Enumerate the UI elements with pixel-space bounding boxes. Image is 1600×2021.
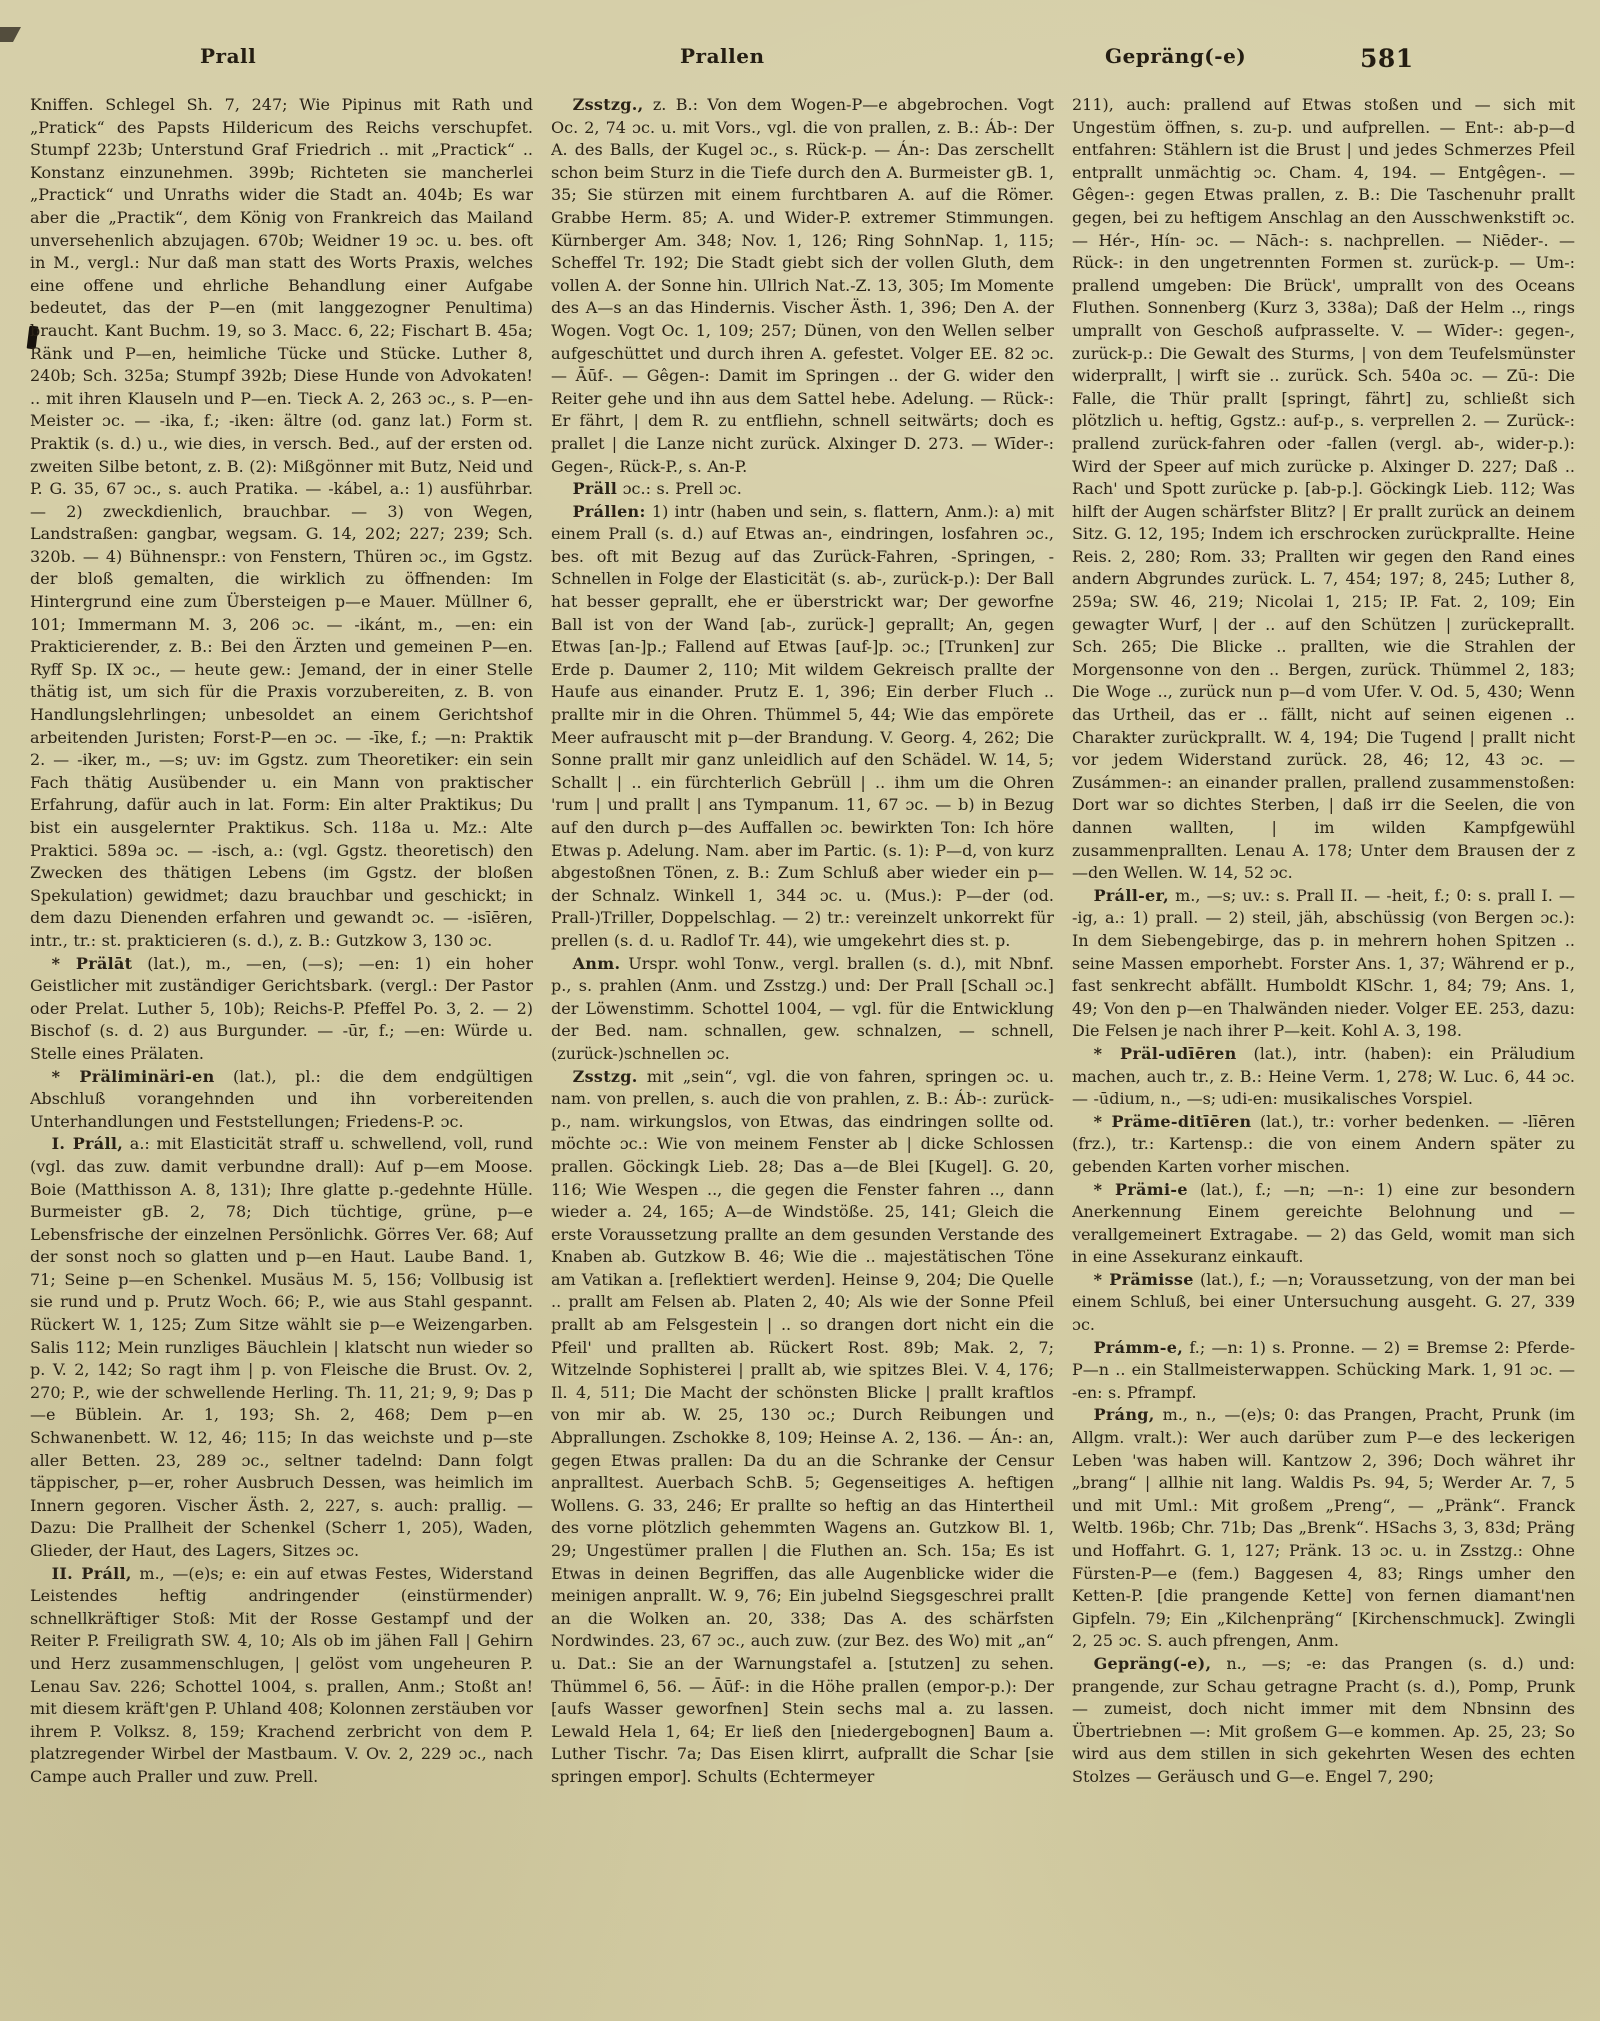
- entry-paragraph: Prámm-e, f.; —n: 1) s. Pronne. — 2) = Bremse 2: Pferde-P—n .. ein Stallmeisterwappen. Schücking Mark. 1, 91 ɔc. — -en: s. Pframpf.: [1072, 1337, 1575, 1402]
- entry-paragraph: II. Práll, m., —(e)s; e: ein auf etwas Festes, Widerstand Leistendes heftig andringender (einstürmender) schnellkräftiger Stoß: Mit der Rosse Gestampf und der Reiter P. Freiligrath SW. 4, 10; Als ob im jähen Fall | Gehirn und Herz zusammenschlugen, | gelöst vom ungeheuren P. Lenau Sav. 226; Schottel 1004, s. prallen, Anm.; Stoßt an! mit diesem kräft'gen P. Uhland 408; Kolonnen zerstäuben vor ihrem P. Volksz. 8, 159; Krachend zerbricht von dem P. platzregender Wirbel der Mastbaum. V. Ov. 2, 229 ɔc., nach Campe auch Praller und zuw. Prell.: [30, 1563, 533, 1786]
- entry-headword: Zsstzg.,: [572, 95, 644, 114]
- scan-edge-smudge: [0, 27, 21, 42]
- entry-headword: Zsstzg.: [572, 1066, 638, 1086]
- entry-headword: Anm.: [572, 953, 621, 973]
- entry-headword: Práll-er,: [1093, 885, 1169, 905]
- entry-paragraph: I. Práll, a.: mit Elasticität straff u. schwellend, voll, rund (vgl. das zuw. damit verbundne drall): Auf p—em Moose. Boie (Matthisson A. 8, 131); Ihre glatte p.-gedehnte Hülle. Burmeister gB. 2, 78; Dich tüchtige, grüne, p—e Lebensfrische der einzelnen Persönlichk. Görres Ver. 68; Auf der sonst noch so glatten und p—en Haut. Laube Band. 1, 71; Seine p—en Schenkel. Musäus M. 5, 156; Vollbusig ist sie rund und p. Prutz Woch. 66; P., wie aus Stahl gespannt. Rückert W. 1, 125; Zum Sitze wählt sie p—e Weizengarben. Salis 112; Mein runzliges Bäuchlein | klatscht nun wieder so p. V. 2, 142; So ragt ihm | p. von Fleische die Brust. Ov. 2, 270; P., wie der schwellende Herling. Th. 11, 21; 9, 9; Das p—e Büblein. Ar. 1, 193; Sh. 2, 468; Dem p—en Schwanenbett. W. 12, 46; 115; In das weichste und p—ste aller Betten. 23, 289 ɔc., seltner tadelnd: Dann folgt täppischer, p—er, roher Ausbruch Dessen, was heimlich im Innern gegoren. Vischer Ästh. 2, 227, s. auch: prallig. — Dazu: Die Prallheit der Schenkel (Scherr 1, 205), Waden, Glieder, der Haut, des Lagers, Sitzes ɔc.: [30, 1134, 533, 1560]
- entry-paragraph: Präll ɔc.: s. Prell ɔc.: [572, 479, 742, 499]
- entry-paragraph: Práll-er, m., —s; uv.: s. Prall II. — -heit, f.; 0: s. prall I. — -ig, a.: 1) prall. — 2) steil, jäh, abschüssig (von Bergen ɔc.): In dem Siebengebirge, das p. in mehrern hohen Spitzen .. seine Massen emporhebt. Forster Ans. 1, 37; Während er p., fast senkrecht abfällt. Humboldt KlSchr. 1, 84; 79; Ans. 1, 49; Von den p—en Thalwänden nieder. Volger EE. 253, dazu: Die Felsen je nach ihrer P—keit. Kohl A. 3, 198.: [1072, 885, 1575, 1041]
- entry-paragraph: Zsstzg. mit „sein“, vgl. die von fahren, springen ɔc. u. nam. von prellen, s. auch die von prahlen, z. B.: Áb-: zurück-p., nam. wirkungslos, von Etwas, das eindringen sollte od. möchte ɔc.: Wie von meinem Fenster ab | dicke Schlossen prallen. Göckingk Lieb. 28; Das a—de Blei [Kugel]. G. 20, 116; Wie Wespen .., die gegen die Fenster fahren .., dann wieder a. 24, 165; A—de Windstöße. 25, 141; Gleich die erste Voraussetzung prallte an dem gesunden Verstande des Knaben ab. Gutzkow B. 46; Wie die .. majestätischen Töne am Vatikan a. [reflektiert werden]. Heinse 9, 204; Die Quelle .. prallt am Felsen ab. Platen 2, 40; Als wie der Sonne Pfeil prallt ab am Felsgestein | .. so drangen dort nicht ein die Pfeil' und prallten ab. Rückert Rost. 89b; Mak. 2, 7; Witzelnde Sophisterei | prallt ab, wie spitzes Blei. V. 4, 176; Il. 4, 511; Die Macht der schönsten Blicke | prallt kraftlos von mir ab. W. 25, 130 ɔc.; Durch Reibungen und Abprallungen. Zschokke 8, 109; Heinse A. 2, 136. — Án-: an, gegen Etwas prallen: Da du an die Schranke der Censur anpralltest. Auerbach SchB. 5; Gegenseitiges A. heftigen Wollens. G. 33, 246; Er prallte so heftig an das Hintertheil des vorne plötzlich gehemmten Wagens an. Gutzkow Bl. 1, 29; Ungestümer prallen | die Fluthen an. Sch. 15a; Es ist Etwas in deinen Begriffen, das alle Augenblicke wider die meinigen anprallt. W. 9, 76; Ein jubelnd Siegsgeschrei prallt an die Wolken an. 20, 338; Das A. des schärfsten Nordwindes. 23, 67 ɔc., auch zuw. (zur Bez. des Wo) mit „an“ u. Dat.: Sie an der Warnungstafel a. [stutzen] zu sehen. Thümmel 6, 56. — Āūf-: in die Höhe prallen (empor-p.): Der [aufs Wasser geworfnen] Stein sechs mal a. zu lassen. Lewald Hela 1, 64; Er ließ den [niedergebognen] Baum a. Luther Tischr. 7a; Das Eisen klirrt, aufprallt die Schar [sie springen empor]. Schults (Echtermeyer: [551, 1066, 1054, 1786]
- entry-paragraph: Anm. Urspr. wohl Tonw., vergl. brallen (s. d.), mit Nbnf. p., s. prahlen (Anm. und Zsstzg.) und: Der Prall [Schall ɔc.] der Löwenstimm. Schottel 1004, — vgl. für die Entwicklung der Bed. nam. schnallen, gew. schnalzen, — schnell, (zurück-)schnellen ɔc.: [551, 953, 1054, 1063]
- entry-headword: * Prämi-e: [1093, 1179, 1188, 1199]
- column-3: [1072, 94, 1575, 1985]
- column-1: [30, 94, 533, 1985]
- entry-paragraph: 211), auch: prallend auf Etwas stoßen und — sich mit Ungestüm öffnen, s. zu-p. und aufprellen. — Ent-: ab-p—d entfahren: Stählern ist die Brust | und jedes Schmerzes Pfeil entprallt unmächtig ɔc. Cham. 4, 194. — Entgêgen-. — Gêgen-: gegen Etwas prallen, z. B.: Die Taschenuhr prallt gegen, bei zu heftigem Anschlag an den Ausschwenkstift ɔc. — Hér-, Hín- ɔc. — Nāch-: s. nachprellen. — Niēder-. — Rück-: in den ungetrennten Formen st. zurück-p. — Um-: prallend umgeben: Die Brück', umprallt von des Oceans Fluthen. Sonnenberg (Kurz 3, 338a); Daß der Helm .., rings umprallt von Geschoß aufprasselte. V. — Wīder-: gegen-, zurück-p.: Die Gewalt des Sturms, | von dem Teufelsmünster widerprallt, | wirft sie .. zurück. Sch. 540a ɔc. — Zū-: Die Falle, die Thür prallt [springt, fährt] zu, schließt sich plötzlich u. heftig, Ggstz.: auf-p., s. verprellen 2. — Zurück-: prallend zurück-fahren oder -fallen (vergl. ab-, wider-p.): Wird der Speer auf mich zurücke p. Alxinger D. 227; Daß .. Rach' und Spott zurücke p. [ab-p.]. Göckingk Lieb. 112; Was hilft der Augen schärfster Blitz? | Er prallt zurück an deinem Sitz. G. 12, 195; Indem ich erschrocken zurückprallte. Heine Reis. 2, 280; Rom. 33; Prallten wir gegen den Rand eines andern Abgrundes zurück. L. 7, 454; 197; 8, 245; Luther 8, 259a; SW. 46, 219; Nicolai 1, 215; IP. Fat. 2, 109; Ein gewagter Wurf, | der .. auf den Schützen | zurückeprallt. Sch. 265; Die Blicke .. prallten, wie die Strahlen der Morgensonne von den .. Bergen, zurück. Thümmel 2, 183; Die Woge .., zurück nun p—d vom Ufer. V. Od. 5, 430; Wenn das Urtheil, das er .. fällt, nicht auf seinen eigenen .. Charakter zurückprallt. W. 4, 194; Die Tugend | prallt nicht vor jedem Widerstand zurück. 28, 46; 12, 43 ɔc. — Zusámmen-: an einander prallen, prallend zusammenstoßen: Dort war so dichtes Sterben, | daß irr die Seelen, die von dannen wallten, | im wilden Kampfgewühl zusammenprallten. Lenau A. 178; Unter dem Brausen der z—den Wellen. W. 14, 52 ɔc.: [1072, 95, 1575, 883]
- entry-paragraph: * Präliminäri-en (lat.), pl.: die dem endgültigen Abschluß vorangehnden und ihn vorbereitenden Unterhandlungen und Feststellungen; Friedens-P. ɔc.: [30, 1066, 533, 1131]
- entry-headword: Práng,: [1093, 1405, 1155, 1425]
- running-head-right: Gepräng(-e): [1105, 44, 1247, 68]
- entry-paragraph: * Prämi-e (lat.), f.; —n; —n-: 1) eine zur besondern Anerkennung Einem gereichte Belohnung und — verallgemeinert Extragabe. — 2) das Geld, womit man sich in eine Assekuranz einkauft.: [1072, 1179, 1575, 1267]
- page-number: 581: [1360, 44, 1414, 73]
- entry-headword: Präll: [572, 479, 618, 499]
- entry-headword: II. Práll,: [51, 1563, 132, 1583]
- entry-paragraph: * Prämisse (lat.), f.; —n; Voraussetzung, von der man bei einem Schluß, bei einer Untersuchung ausgeht. G. 27, 339 ɔc.: [1072, 1269, 1575, 1335]
- entry-headword: Prámm-e,: [1093, 1337, 1184, 1357]
- entry-headword: Gepräng(-e),: [1093, 1653, 1212, 1673]
- entry-headword: * Präl-udīēren: [1093, 1043, 1237, 1063]
- entry-paragraph: Gepräng(-e), n., —s; -e: das Prangen (s. d.) und: prangende, zur Schau getragne Pracht (s. d.), Pomp, Prunk — zumeist, doch nicht immer mit dem Nbnsinn des Übertriebnen —: Mit großem G—e kommen. Ap. 25, 23; So wird aus dem stillen in sich gekehrten Wesen des echten Stolzes — Geräusch und G—e. Engel 7, 290;: [1072, 1653, 1575, 1786]
- entry-paragraph: * Prälāt (lat.), m., —en, (—s); —en: 1) ein hoher Geistlicher mit zuständiger Gerichtsbark. (vergl.: Der Pastor oder Prelat. Luther 5, 10b); Reichs-P. Pfeffel Po. 3, 2. — 2) Bischof (s. d. 2) aus Burgunder. — -ūr, f.; —en: Würde u. Stelle eines Prälaten.: [30, 953, 533, 1063]
- entry-headword: Prállen:: [572, 501, 646, 521]
- entry-paragraph: * Präme-ditīēren (lat.), tr.: vorher bedenken. — -līēren (frz.), tr.: Kartensp.: die von einem Andern später zu gebenden Karten vorher mischen.: [1072, 1111, 1575, 1176]
- entry-headword: I. Práll,: [51, 1134, 124, 1154]
- entry-paragraph: Kniffen. Schlegel Sh. 7, 247; Wie Pipinus mit Rath und „Pratick“ des Papsts Hildericum des Reichs verschupfet. Stumpf 223b; Unterstund Graf Friedrich .. mit „Practick“ .. Konstanz einzunehmen. 399b; Richteten sie mancherlei „Practick“ und Unraths wider die Stadt an. 404b; Es war aber die „Practik“, dem König von Frankreich das Mailand unversehenlich abzujagen. 670b; Weidner 19 ɔc. u. bes. oft in M., vergl.: Nur daß man statt des Worts Praxis, welches eine offene und ehrliche Behandlung einer Aufgabe bedeutet, das der P—en (mit langgezogner Penultima) braucht. Kant Buchm. 19, so 3. Macc. 6, 22; Fischart B. 45a; Ränk und P—en, heimliche Tücke und Stücke. Luther 8, 240b; Sch. 325a; Stumpf 392b; Diese Hunde von Advokaten! .. mit ihren Klauseln und P—en. Tieck A. 2, 263 ɔc., s. P—en-Meister ɔc. — -ika, f.; -iken: ältre (od. ganz lat.) Form st. Praktik (s. d.) u., wie dies, in versch. Bed., auf der ersten od. zweiten Silbe betont, z. B. (2): Mißgönner mit Butz, Neid und P. G. 35, 67 ɔc., s. auch Pratika. — -kábel, a.: 1) ausführbar. — 2) zweckdienlich, brauchbar. — 3) von Wegen, Landstraßen: gangbar, wegsam. G. 14, 202; 227; 239; Sch. 320b. — 4) Bühnenspr.: von Fenstern, Thüren ɔc., im Ggstz. der bloß gemalten, die wirklich zu öffnenden: Im Hintergrund eine zum Übersteigen p—e Mauer. Müllner 6, 101; Immermann M. 3, 206 ɔc. — -ikánt, m., —en: ein Prakticierender, z. B.: Bei den Ärzten und gemeinen P—en. Ryff Sp. IX ɔc., — heute gew.: Jemand, der in einer Stelle thätig ist, um sich für die Praxis vorzubereiten, z. B. von Handlungslehrlingen; unbesoldet an einem Gerichtshof arbeitenden Juristen; Forst-P—en ɔc. — -īke, f.; —n: Praktik 2. — -iker, m., —s; uv: im Ggstz. zum Theoretiker: ein sein Fach thätig Ausübender u. ein Mann von praktischer Erfahrung, dafür auch in lat. Form: Ein alter Praktikus; Du bist ein ausgelernter Praktikus. Sch. 118a u. Mz.: Alte Praktici. 589a ɔc. — -isch, a.: (vgl. Ggstz. theoretisch) den Zwecken des thätigen Lebens (im Ggstz. der bloßen Spekulation) gewidmet; dazu brauchbar und geschickt; in dem dazu Dienenden erfahren und gewandt ɔc. — -isīēren, intr., tr.: st. prakticieren (s. d.), z. B.: Gutzkow 3, 130 ɔc.: [30, 95, 533, 950]
- running-head-left: Prall: [200, 44, 257, 68]
- entry-headword: * Präliminäri-en: [51, 1066, 215, 1086]
- column-2: [551, 94, 1054, 1985]
- running-head: [0, 44, 1600, 78]
- entry-paragraph: * Präl-udīēren (lat.), intr. (haben): ein Präludium machen, auch tr., z. B.: Heine Verm. 1, 278; W. Luc. 6, 44 ɔc. — -ūdium, n., —s; udi-en: musikalisches Vorspiel.: [1072, 1043, 1575, 1109]
- entry-headword: * Prälāt: [51, 953, 133, 973]
- entry-paragraph: Zsstzg., z. B.: Von dem Wogen-P—e abgebrochen. Vogt Oc. 2, 74 ɔc. u. mit Vors., vgl. die von prallen, z. B.: Áb-: Der A. des Balls, der Kugel ɔc., s. Rück-p. — Án-: Das zerschellt schon beim Sturz in die Tiefe durch den A. Burmeister gB. 1, 35; Sie stürzen mit einem furchtbaren A. auf die Römer. Grabbe Herm. 85; A. und Wider-P. extremer Stimmungen. Kürnberger Am. 348; Nov. 1, 126; Ring SohnNap. 1, 115; Scheffel Tr. 192; Die Stadt giebt sich der vollen Gluth, dem vollen A. der Sonne hin. Ullrich Nat.-Z. 13, 305; Im Momente des A—s an das Hindernis. Vischer Ästh. 1, 396; Den A. der Wogen. Vogt Oc. 1, 109; 257; Dünen, von den Wellen selber aufgeschüttet und durch ihren A. gefestet. Volger EE. 82 ɔc. — Āūf-. — Gêgen-: Damit im Springen .. der G. wider den Reiter gehe und ihn aus dem Sattel hebe. Adelung. — Rück-: Er fährt, | dem R. zu entfliehn, schnell seitwärts; doch es prallet | die Lanze nicht zurück. Alxinger D. 273. — Wīder-: Gegen-, Rück-P., s. An-P.: [551, 95, 1054, 476]
- entry-headword: * Prämisse: [1093, 1269, 1194, 1289]
- entry-paragraph: Prállen: 1) intr (haben und sein, s. flattern, Anm.): a) mit einem Prall (s. d.) auf Etwas an-, eindringen, losfahren ɔc., bes. oft mit Bezug auf das Zurück-Fahren, -Springen, -Schnellen in Folge der Elasticität (s. ab-, zurück-p.): Der Ball hat besser geprallt, ehe er überstrickt war; Der geworfne Ball ist von der Wand [ab-, zurück-] geprallt; An, gegen Etwas [an-]p.; Fallend auf Etwas [auf-]p. ɔc.; [Trunken] zur Erde p. Daumer 2, 110; Mit wildem Gekreisch prallte der Haufe aus einander. Prutz E. 1, 396; Ein derber Fluch .. prallte mir in die Ohren. Thümmel 5, 44; Wie das empörete Meer aufrauscht mit p—der Brandung. V. Georg. 4, 262; Die Sonne prallt mir ganz unleidlich auf den Schädel. W. 14, 5; Schallt | .. ein fürchterlich Gebrüll | .. ihm um die Ohren 'rum | und prallt | ans Tympanum. 11, 67 ɔc. — b) in Bezug auf den durch p—des Auffallen ɔc. bewirkten Ton: Ich höre Etwas p. Adelung. Nam. aber im Partic. (s. 1): P—d, von kurz abgestoßnen Tönen, z. B.: Zum Schluß aber wieder ein p—der Schnalz. Winkell 1, 344 ɔc. u. (Mus.): P—der (od. Prall-)Triller, Doppelschlag. — 2) tr.: vereinzelt unkorrekt für prellen (s. d. u. Radlof Tr. 44), wie umgekehrt dies st. p.: [551, 501, 1054, 950]
- running-head-center: Prallen: [680, 44, 765, 68]
- entry-headword: * Präme-ditīēren: [1093, 1111, 1252, 1131]
- entry-paragraph: Práng, m., n., —(e)s; 0: das Prangen, Pracht, Prunk (im Allgm. vralt.): Wer auch darüber zum P—e des leckerigen Leben 'was haben will. Kantzow 2, 396; Doch währet ihr „brang“ | allhie nit lang. Waldis Ps. 94, 5; Werder Ar. 7, 5 und mit Uml.: Mit großem „Preng“, — „Pränk“. Franck Weltb. 196b; Chr. 71b; Das „Brenk“. HSachs 3, 3, 83d; Präng und Hoffahrt. G. 1, 127; Pränk. 13 ɔc. u. in Zsstzg.: Ohne Fürsten-P—e (fem.) Baggesen 4, 83; Rings umher den Ketten-P. [die prangende Kette] von fernen diamant'nen Gipfeln. 79; Ein „Kilchenpräng“ [Kirchenschmuck]. Zwingli 2, 25 ɔc. S. auch pfrengen, Anm.: [1072, 1405, 1575, 1651]
- text-columns: [30, 94, 1575, 1985]
